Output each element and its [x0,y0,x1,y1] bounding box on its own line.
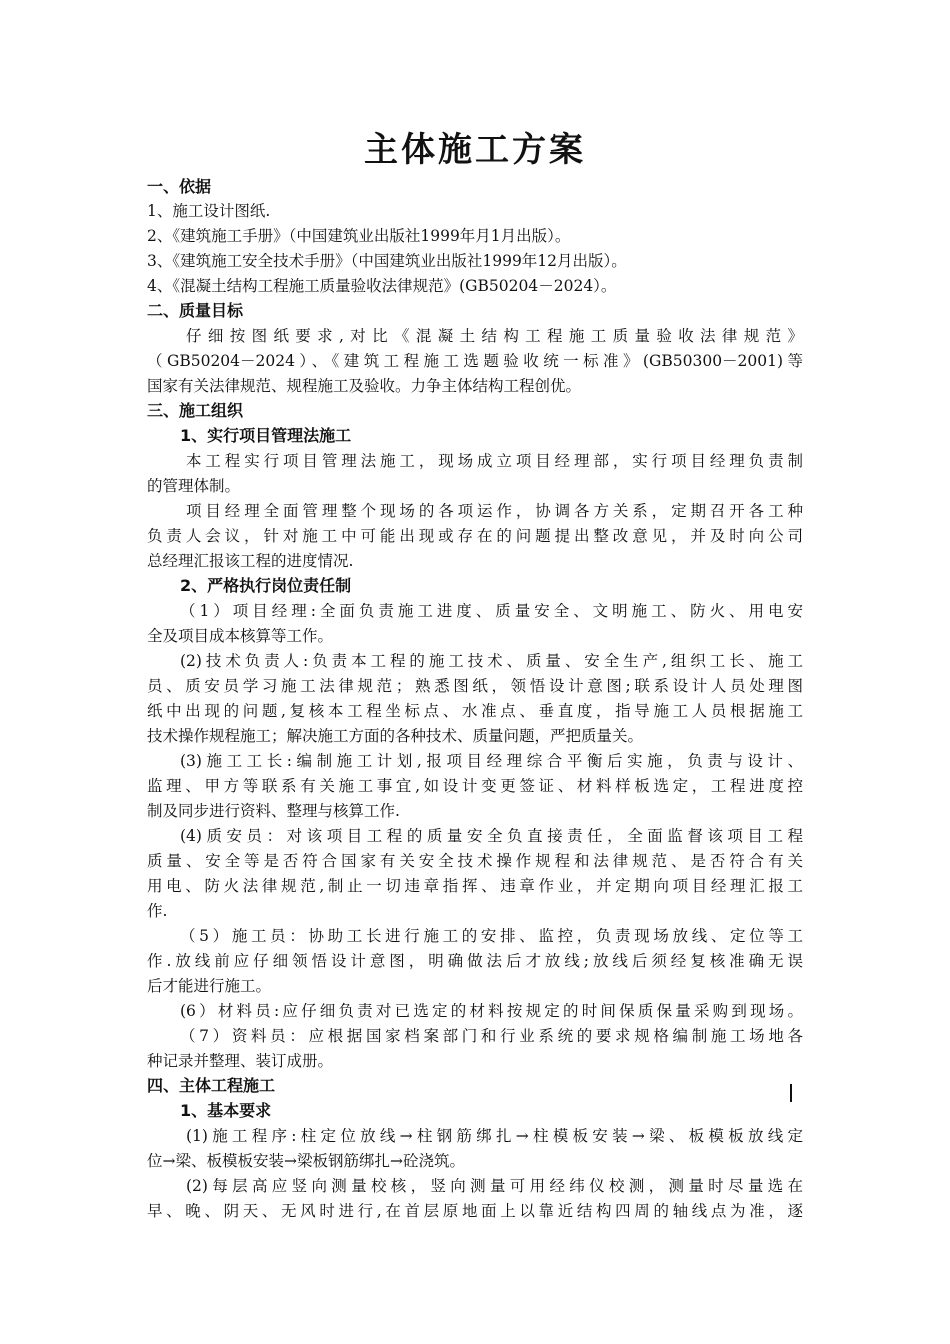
subsection-heading: 1、基本要求 [180,1101,272,1120]
section-heading-organization: 三、施工组织 [147,401,244,420]
paragraph-line: 国家有关法律规范、规程施工及验收。力争主体结构工程创优。 [147,377,582,395]
section-heading-basis: 一、依据 [147,177,212,196]
section-heading-quality: 二、质量目标 [147,301,244,320]
text-cursor-mark [790,1084,792,1102]
paragraph-line: （7）资料员：应根据国家档案部门和行业系统的要求规格编制施工场地各 [180,1027,803,1045]
subsection-heading: 2、严格执行岗位责任制 [180,576,352,595]
paragraph-line: 作. [147,902,168,920]
paragraph-line: 总经理汇报该工程的进度情况. [147,552,354,570]
paragraph-line: 的管理体制。 [147,477,241,495]
paragraph-line: 后才能进行施工。 [147,977,272,995]
paragraph-line: 早、晚、阴天、无风时进行,在首层原地面上以靠近结构四周的轴线点为准，逐 [147,1202,803,1220]
paragraph-line: (2)技术负责人:负责本工程的施工技术、质量、安全生产,组织工长、施工 [180,652,803,670]
basis-item-3: 3、《建筑施工安全技术手册》（中国建筑业出版社1999年12月出版）。 [147,252,627,270]
paragraph-line: （5）施工员：协助工长进行施工的安排、监控，负责现场放线、定位等工 [180,927,803,945]
paragraph-line: （1）项目经理:全面负责施工进度、质量安全、文明施工、防火、用电安 [180,602,803,620]
paragraph-line: (2)每层高应竖向测量校核，竖向测量可用经纬仪校测，测量时尽量选在 [186,1177,803,1195]
paragraph-line: 全及项目成本核算等工作。 [147,627,334,645]
basis-item-1: 1、施工设计图纸. [147,202,271,220]
paragraph-line: (1)施工程序:柱定位放线→柱钢筋绑扎→柱模板安装→梁、板模板放线定 [186,1127,803,1145]
paragraph-line: (6）材料员:应仔细负责对已选定的材料按规定的时间保质保量采购到现场。 [180,1002,803,1020]
basis-item-2: 2、《建筑施工手册》（中国建筑业出版社1999年月1月出版）。 [147,227,571,245]
document-title: 主体施工方案 [364,130,586,170]
paragraph-line: 质量、安全等是否符合国家有关安全技术操作规程和法律规范、是否符合有关 [147,852,803,870]
paragraph-line: 项目经理全面管理整个现场的各项运作，协调各方关系，定期召开各工种 [186,502,803,520]
paragraph-line: （GB50204－2024）、《建筑工程施工选题验收统一标准》(GB50300－2001)等 [147,352,803,370]
paragraph-line: 监理、甲方等联系有关施工事宜,如设计变更签证、材料样板选定，工程进度控 [147,777,803,795]
paragraph-line: 本工程实行项目管理法施工，现场成立项目经理部，实行项目经理负责制 [186,452,803,470]
paragraph-line: 技术操作规程施工；解决施工方面的各种技术、质量问题，严把质量关。 [147,727,644,745]
paragraph-line: 负责人会议，针对施工中可能出现或存在的问题提出整改意见，并及时向公司 [147,527,803,545]
paragraph-line: 用电、防火法律规范,制止一切违章指挥、违章作业，并定期向项目经理汇报工 [147,877,803,895]
paragraph-line: 位→梁、板模板安装→梁板钢筋绑扎→砼浇筑。 [147,1152,465,1170]
paragraph-line: 制及同步进行资料、整理与核算工作. [147,802,400,820]
paragraph-line: 员、质安员学习施工法律规范；熟悉图纸，领悟设计意图;联系设计人员处理图 [147,677,803,695]
paragraph-line: 仔细按图纸要求,对比《混凝土结构工程施工质量验收法律规范》 [186,327,803,345]
paragraph-line: 种记录并整理、装订成册。 [147,1052,334,1070]
basis-item-4: 4、《混凝土结构工程施工质量验收法律规范》(GB50204－2024）。 [147,277,617,295]
paragraph-line: (3)施工工长:编制施工计划,报项目经理综合平衡后实施，负责与设计、 [180,752,803,770]
paragraph-line: 作.放线前应仔细领悟设计意图，明确做法后才放线;放线后须经复核准确无误 [147,952,803,970]
paragraph-line: (4)质安员：对该项目工程的质量安全负直接责任，全面监督该项目工程 [180,827,803,845]
section-heading-main-construction: 四、主体工程施工 [147,1076,276,1095]
paragraph-line: 纸中出现的问题,复核本工程坐标点、水准点、垂直度，指导施工人员根据施工 [147,702,803,720]
subsection-heading: 1、实行项目管理法施工 [180,426,352,445]
